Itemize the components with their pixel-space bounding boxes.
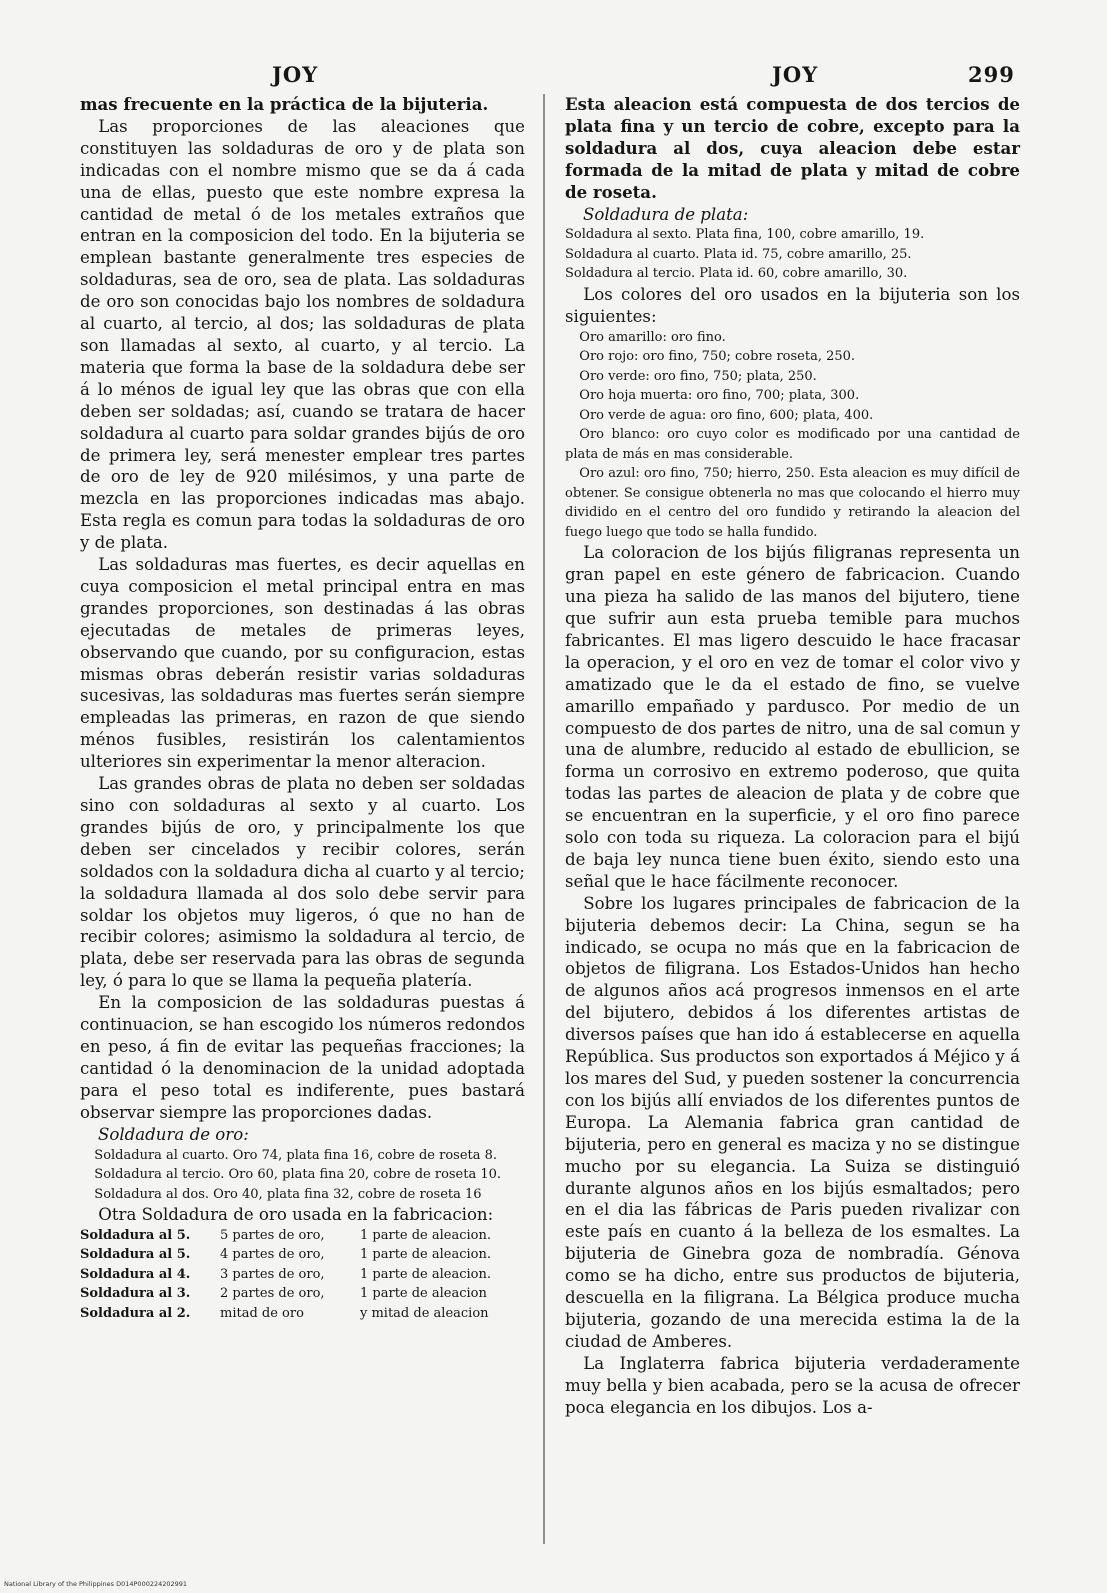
table-row bbox=[80, 1245, 525, 1264]
color-line: Oro verde: oro fino, 750; plata, 250. bbox=[579, 368, 817, 384]
running-head-left: JOY bbox=[272, 62, 319, 87]
section-heading: Soldadura de plata: bbox=[583, 204, 749, 224]
table-row bbox=[80, 1265, 525, 1284]
table-row bbox=[80, 1284, 525, 1303]
table-cell: 1 parte de aleacion. bbox=[360, 1247, 492, 1263]
right-column bbox=[565, 94, 1020, 1419]
paragraph: mas frecuente en la práctica de la bijuteria. bbox=[80, 94, 489, 114]
table-cell: mitad de oro bbox=[220, 1305, 304, 1321]
recipe-line: Soldadura al cuarto. Plata id. 75, cobre amarillo, 25. bbox=[565, 246, 912, 262]
recipe-line: Soldadura al tercio. Plata id. 60, cobre amarillo, 30. bbox=[565, 266, 908, 282]
running-head-right: JOY bbox=[772, 62, 819, 87]
table-cell: 1 parte de aleacion. bbox=[360, 1266, 492, 1282]
paragraph: Otra Soldadura de oro usada en la fabricacion: bbox=[98, 1205, 494, 1224]
table-cell: y mitad de aleacion bbox=[360, 1305, 489, 1321]
table-row bbox=[80, 1304, 525, 1323]
scan-footer: National Library of the Philippines D014P000224202991 bbox=[4, 1580, 188, 1588]
table-cell: Soldadura al 2. bbox=[80, 1305, 191, 1321]
recipe-line: Soldadura al dos. Oro 40, plata fina 32, cobre de roseta 16 bbox=[94, 1186, 482, 1202]
table-cell: 3 partes de oro, bbox=[220, 1266, 325, 1282]
table-row bbox=[80, 1226, 525, 1245]
table-cell: 5 partes de oro, bbox=[220, 1227, 325, 1243]
table-cell: 1 parte de aleacion bbox=[360, 1286, 487, 1302]
color-line: Oro amarillo: oro fino. bbox=[579, 329, 726, 345]
paragraph: Sobre los lugares principales de fabricacion de la bijuteria debemos decir: La China, segun se ha indicado, se ocupa no más que en la fabricacion de objetos de filigrana. Los Estados-Unidos han hecho de algunos años acá progresos inmensos en el arte del bijutero, debidos á los diferentes artistas de diversos países que han ido á establecerse en aquella República. Sus productos son exportados á Méjico y á los mares del Sud, y pueden sostener la concurrencia con los bijús allí enviados de los diferentes puntos de Europa. La Alemania fabrica gran cantidad de bijuteria, pero en general es maciza y no se distingue mucho por su elegancia. La Suiza se distinguió durante algunos años en los bijús esmaltados; pero en el dia las fábricas de Paris pueden rivalizar con este país en cuanto á la belleza de los esmaltes. La bijuteria de Ginebra goza de nombradía. Génova como se ha dicho, entre sus productos de bijuteria, descuella en la filigrana. La Bélgica produce mucha bijuteria, gozando de una merecida estima la de la ciudad de Amberes. bbox=[565, 893, 1020, 1351]
page-number: 299 bbox=[968, 62, 1015, 87]
table-cell: Soldadura al 4. bbox=[80, 1266, 191, 1282]
column-divider bbox=[543, 94, 545, 1544]
color-line: Oro verde de agua: oro fino, 600; plata, 400. bbox=[579, 407, 874, 423]
table-cell: Soldadura al 3. bbox=[80, 1286, 191, 1302]
table-cell: 2 partes de oro, bbox=[220, 1286, 325, 1302]
table-cell: Soldadura al 5. bbox=[80, 1227, 191, 1243]
paragraph: La Inglaterra fabrica bijuteria verdaderamente muy bella y bien acabada, pero se la acusa de ofrecer poca elegancia en los dibujos. Los a- bbox=[565, 1353, 1020, 1417]
table-cell: Soldadura al 5. bbox=[80, 1247, 191, 1263]
paragraph: Las soldaduras mas fuertes, es decir aquellas en cuya composicion el metal principal entra en mas grandes proporciones, son destinadas á las obras ejecutadas de metales de primeras leyes, observando que cuando, por su configuracion, estas mismas obras deberán resistir varias soldaduras sucesivas, las soldaduras mas fuertes serán siempre empleadas las primeras, en razon de que siendo ménos fusibles, resistirán los calentamientos ulteriores sin experimentar la menor alteracion. bbox=[80, 555, 525, 772]
page-header bbox=[0, 62, 1107, 96]
recipe-line: Soldadura al cuarto. Oro 74, plata fina 16, cobre de roseta 8. bbox=[94, 1147, 498, 1163]
left-column bbox=[80, 94, 525, 1323]
paragraph: Esta aleacion está compuesta de dos tercios de plata fina y un tercio de cobre, excepto para la soldadura al dos, cuya aleacion debe estar formada de la mitad de plata y mitad de cobre de roseta. bbox=[565, 94, 1020, 202]
paragraph: Los colores del oro usados en la bijuteria son los siguientes: bbox=[565, 284, 1020, 326]
color-line: Oro blanco: oro cuyo color es modificado por una cantidad de plata de más en mas considerable. bbox=[565, 427, 1020, 462]
paragraph: En la composicion de las soldaduras puestas á continuacion, se han escogido los números redondos en peso, á fin de evitar las pequeñas fracciones; la cantidad ó la denominacion de la unidad adoptada para el peso total es indiferente, pues bastará observar siempre las proporciones dadas. bbox=[80, 993, 525, 1122]
paragraph: Las proporciones de las aleaciones que constituyen las soldaduras de oro y de plata son indicadas con el nombre mismo que se da á cada una de ellas, puesto que este nombre expresa la cantidad de metal ó de los metales extraños que entran en la composicion del todo. En la bijuteria se emplean bastante generalmente tres especies de soldaduras, sea de oro, sea de plata. Las soldaduras de oro son conocidas bajo los nombres de soldadura al cuarto, al tercio, al dos; las soldaduras de plata son llamadas al sexto, al cuarto, y al tercio. La materia que forma la base de la soldadura debe ser á lo ménos de igual ley que las obras que con ella deben ser soldadas; así, cuando se tratara de hacer soldadura al cuarto para soldar grandes bijús de oro de primera ley, será menester emplear tres partes de oro de ley de 920 milésimos, y una parte de mezcla en las proporciones indicadas mas abajo. Esta regla es comun para todas la soldaduras de oro y de plata. bbox=[80, 116, 525, 553]
color-line: Oro hoja muerta: oro fino, 700; plata, 300. bbox=[579, 388, 860, 404]
color-line: Oro rojo: oro fino, 750; cobre roseta, 250. bbox=[579, 349, 856, 365]
recipe-line: Soldadura al sexto. Plata fina, 100, cobre amarillo, 19. bbox=[565, 227, 925, 243]
table-cell: 4 partes de oro, bbox=[220, 1247, 325, 1263]
alloy-table bbox=[80, 1226, 525, 1323]
paragraph: Las grandes obras de plata no deben ser soldadas sino con soldaduras al sexto y al cuarto. Los grandes bijús de oro, y principalmente los que deben ser cincelados y recibir colores, serán soldados con la soldadura dicha al cuarto y al tercio; la soldadura llamada al dos solo debe servir para soldar los objetos muy ligeros, ó que no han de recibir colores; asimismo la soldadura al tercio, de plata, debe ser reservada para las obras de segunda ley, ó para lo que se llama la pequeña platería. bbox=[80, 774, 525, 991]
color-line: Oro azul: oro fino, 750; hierro, 250. Esta aleacion es muy difícil de obtener. Se consigue obtenerla no mas que colocando el hierro muy dividido en el centro del oro fundido y retirando la aleacion del fuego luego que todo se halla fundido. bbox=[565, 466, 1020, 540]
paragraph: La coloracion de los bijús filigranas representa un gran papel en este género de fabricacion. Cuando una pieza ha salido de las manos del bijutero, tiene que sufrir aun esta prueba temible para muchos fabricantes. El mas ligero descuido le hace fracasar la operacion, y el oro en vez de tomar el color vivo y amatizado que le da el estado de fino, se vuelve amarillo empañado y pardusco. Por medio de un compuesto de dos partes de nitro, una de sal comun y una de alumbre, reducido al estado de ebullicion, se forma un corrosivo en extremo poderoso, que quita todas las partes de aleacion de plata y de cobre que se encuentran en la superficie, y el oro fino parece solo con toda su riqueza. La coloracion para el bijú de baja ley nunca tiene buen éxito, siendo esto una señal que le hace fácilmente reconocer. bbox=[565, 543, 1020, 891]
table-cell: 1 parte de aleacion. bbox=[360, 1227, 492, 1243]
section-heading: Soldadura de oro: bbox=[98, 1124, 249, 1144]
recipe-line: Soldadura al tercio. Oro 60, plata fina 20, cobre de roseta 10. bbox=[94, 1167, 502, 1182]
